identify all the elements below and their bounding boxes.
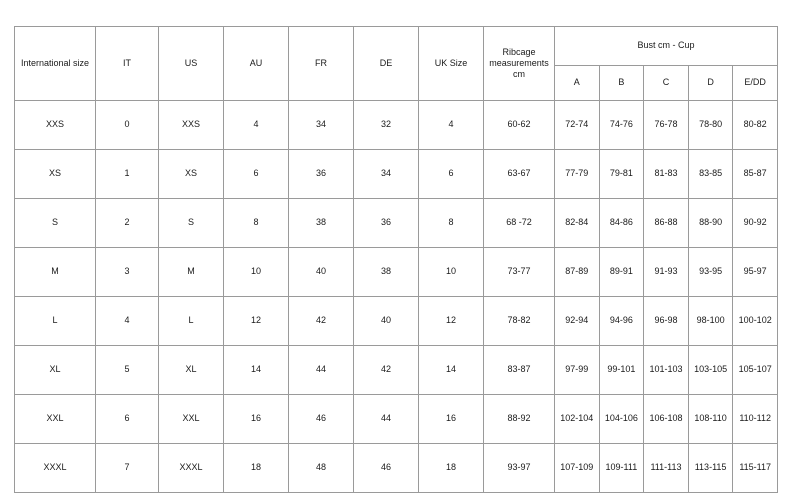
cell-bust-c: 86-88 — [644, 199, 689, 248]
cell-bust-e-dd: 95-97 — [733, 248, 778, 297]
cell-international-size: XXS — [15, 101, 96, 150]
cell-uk-size: 18 — [419, 444, 484, 493]
cell-fr: 38 — [289, 199, 354, 248]
cell-uk-size: 16 — [419, 395, 484, 444]
table-row — [15, 444, 778, 493]
cell-uk-size: 8 — [419, 199, 484, 248]
table-row — [15, 297, 778, 346]
cell-bust-d: 78-80 — [688, 101, 733, 150]
cell-bust-d: 98-100 — [688, 297, 733, 346]
cell-bust-b: 84-86 — [599, 199, 644, 248]
table-row — [15, 346, 778, 395]
cell-bust-e-dd: 105-107 — [733, 346, 778, 395]
table-row — [15, 101, 778, 150]
cell-fr: 34 — [289, 101, 354, 150]
cell-bust-c: 76-78 — [644, 101, 689, 150]
cell-bust-a: 77-79 — [555, 150, 600, 199]
column-header-uk-size: UK Size — [419, 27, 484, 101]
cell-us: XS — [159, 150, 224, 199]
cell-ribcage: 68 -72 — [484, 199, 555, 248]
cell-ribcage: 88-92 — [484, 395, 555, 444]
cell-de: 42 — [354, 346, 419, 395]
cell-bust-b: 109-111 — [599, 444, 644, 493]
cell-international-size: XL — [15, 346, 96, 395]
table-row — [15, 395, 778, 444]
cell-it: 4 — [96, 297, 159, 346]
cell-uk-size: 4 — [419, 101, 484, 150]
column-header-us: US — [159, 27, 224, 101]
cell-us: XXL — [159, 395, 224, 444]
cell-us: L — [159, 297, 224, 346]
cell-bust-a: 102-104 — [555, 395, 600, 444]
cell-bust-e-dd: 115-117 — [733, 444, 778, 493]
table-row — [15, 248, 778, 297]
cell-bust-d: 83-85 — [688, 150, 733, 199]
cell-it: 1 — [96, 150, 159, 199]
cell-uk-size: 14 — [419, 346, 484, 395]
cell-bust-b: 99-101 — [599, 346, 644, 395]
cell-international-size: XS — [15, 150, 96, 199]
cell-au: 12 — [224, 297, 289, 346]
cell-bust-c: 101-103 — [644, 346, 689, 395]
table-header — [15, 27, 778, 101]
cell-us: S — [159, 199, 224, 248]
cell-ribcage: 83-87 — [484, 346, 555, 395]
cell-de: 40 — [354, 297, 419, 346]
cell-ribcage: 78-82 — [484, 297, 555, 346]
cell-bust-d: 93-95 — [688, 248, 733, 297]
column-group-header-bust-cup: Bust cm - Cup — [555, 27, 778, 66]
cell-au: 4 — [224, 101, 289, 150]
cell-au: 10 — [224, 248, 289, 297]
cell-de: 44 — [354, 395, 419, 444]
cell-de: 38 — [354, 248, 419, 297]
cell-de: 32 — [354, 101, 419, 150]
cell-bust-b: 74-76 — [599, 101, 644, 150]
cell-international-size: M — [15, 248, 96, 297]
column-header-cup-a: A — [555, 66, 600, 101]
cell-de: 46 — [354, 444, 419, 493]
cell-uk-size: 10 — [419, 248, 484, 297]
cell-it: 2 — [96, 199, 159, 248]
cell-it: 0 — [96, 101, 159, 150]
cell-au: 14 — [224, 346, 289, 395]
cell-fr: 46 — [289, 395, 354, 444]
table-row — [15, 199, 778, 248]
column-header-au: AU — [224, 27, 289, 101]
cell-us: M — [159, 248, 224, 297]
cell-bust-a: 72-74 — [555, 101, 600, 150]
cell-bust-c: 106-108 — [644, 395, 689, 444]
column-header-it: IT — [96, 27, 159, 101]
cell-bust-a: 87-89 — [555, 248, 600, 297]
cell-bust-d: 103-105 — [688, 346, 733, 395]
cell-international-size: S — [15, 199, 96, 248]
cell-uk-size: 6 — [419, 150, 484, 199]
cell-bust-b: 79-81 — [599, 150, 644, 199]
column-header-ribcage-measurements: Ribcage measurements cm — [484, 27, 555, 101]
cell-de: 34 — [354, 150, 419, 199]
column-header-international-size: International size — [15, 27, 96, 101]
cell-bust-a: 82-84 — [555, 199, 600, 248]
cell-bust-a: 92-94 — [555, 297, 600, 346]
cell-bust-e-dd: 110-112 — [733, 395, 778, 444]
cell-bust-e-dd: 100-102 — [733, 297, 778, 346]
cell-bust-a: 107-109 — [555, 444, 600, 493]
cell-it: 6 — [96, 395, 159, 444]
column-header-cup-e-dd: E/DD — [733, 66, 778, 101]
cell-au: 18 — [224, 444, 289, 493]
cell-bust-b: 104-106 — [599, 395, 644, 444]
table-row — [15, 150, 778, 199]
column-header-cup-b: B — [599, 66, 644, 101]
cell-ribcage: 63-67 — [484, 150, 555, 199]
cell-us: XL — [159, 346, 224, 395]
cell-bust-b: 89-91 — [599, 248, 644, 297]
cell-bust-e-dd: 85-87 — [733, 150, 778, 199]
cell-bust-e-dd: 90-92 — [733, 199, 778, 248]
cell-bust-c: 96-98 — [644, 297, 689, 346]
table-header-row-primary — [15, 27, 778, 66]
cell-bust-d: 108-110 — [688, 395, 733, 444]
cell-bust-c: 91-93 — [644, 248, 689, 297]
cell-bust-e-dd: 80-82 — [733, 101, 778, 150]
cell-ribcage: 60-62 — [484, 101, 555, 150]
cell-bust-b: 94-96 — [599, 297, 644, 346]
cell-us: XXXL — [159, 444, 224, 493]
cell-bust-c: 81-83 — [644, 150, 689, 199]
table-body — [15, 101, 778, 493]
cell-fr: 48 — [289, 444, 354, 493]
cell-fr: 40 — [289, 248, 354, 297]
size-chart-table — [14, 26, 778, 493]
cell-international-size: XXL — [15, 395, 96, 444]
cell-international-size: L — [15, 297, 96, 346]
column-header-cup-c: C — [644, 66, 689, 101]
cell-it: 7 — [96, 444, 159, 493]
cell-bust-a: 97-99 — [555, 346, 600, 395]
cell-bust-c: 111-113 — [644, 444, 689, 493]
cell-it: 5 — [96, 346, 159, 395]
column-header-de: DE — [354, 27, 419, 101]
cell-fr: 44 — [289, 346, 354, 395]
cell-fr: 42 — [289, 297, 354, 346]
cell-de: 36 — [354, 199, 419, 248]
cell-fr: 36 — [289, 150, 354, 199]
column-header-cup-d: D — [688, 66, 733, 101]
cell-au: 6 — [224, 150, 289, 199]
cell-ribcage: 93-97 — [484, 444, 555, 493]
cell-ribcage: 73-77 — [484, 248, 555, 297]
cell-uk-size: 12 — [419, 297, 484, 346]
column-header-fr: FR — [289, 27, 354, 101]
cell-it: 3 — [96, 248, 159, 297]
cell-au: 16 — [224, 395, 289, 444]
cell-international-size: XXXL — [15, 444, 96, 493]
cell-bust-d: 113-115 — [688, 444, 733, 493]
cell-us: XXS — [159, 101, 224, 150]
cell-au: 8 — [224, 199, 289, 248]
cell-bust-d: 88-90 — [688, 199, 733, 248]
